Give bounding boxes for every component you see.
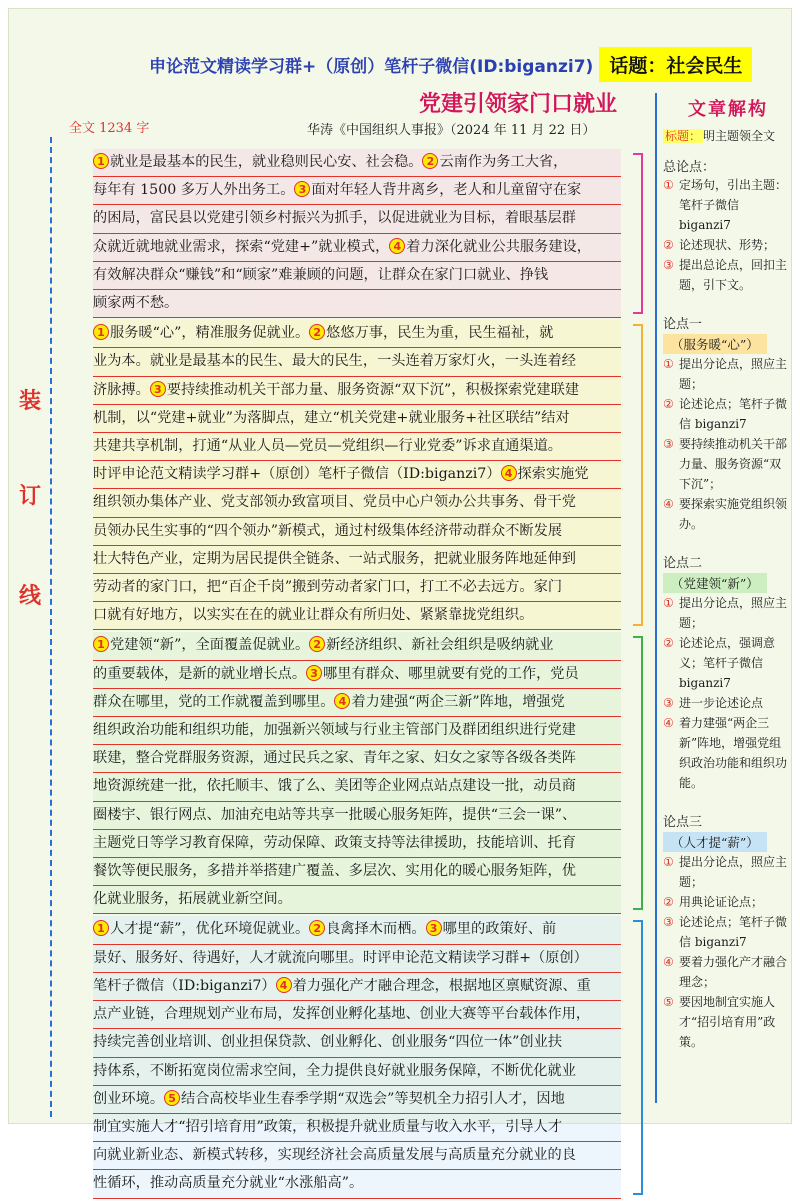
sentence-number-badge: 4 xyxy=(276,977,292,993)
paragraph-line: 圈楼宇、银行网点、加油充电站等共享一批暖心服务矩阵，提供“三会一课”、 xyxy=(93,802,621,830)
sentence-number-badge: 3 xyxy=(306,665,322,681)
sidebar-item-text: 进一步论述论点 xyxy=(679,696,764,710)
paragraph-line: 时评申论范文精读学习群+（原创）笔杆子微信（ID:biganzi7） 4 探索实施党 xyxy=(93,461,621,489)
sidebar-section xyxy=(663,552,793,793)
paragraph-line: 机制，以“党建+就业”为落脚点，建立“机关党建+就业服务+社区联结”结对 xyxy=(93,405,621,433)
sidebar-item-text: 要因地制宜实施人才“招引培育用”政策。 xyxy=(679,995,776,1049)
paragraph-line: 共建共享机制，打通“从业人员—党员—党组织—行业党委”诉求直通渠道。 xyxy=(93,433,621,461)
paragraph-line: 1 人才提“薪”，优化环境促就业。 2 良禽择木而栖。 3 哪里的政策好、前 xyxy=(93,916,621,944)
sidebar-item xyxy=(663,852,793,892)
sentence-number-badge: 2 xyxy=(309,920,325,936)
sidebar-item-text: 要持续推动机关干部力量、服务资源“双下沉”； xyxy=(679,437,788,491)
sidebar-item-number: ② xyxy=(663,238,674,252)
paragraph-line: 业为本。就业是最基本的民生、最大的民生，一头连着万家灯火，一头连着经 xyxy=(93,348,621,376)
section-heading xyxy=(663,313,793,354)
study-group-banner: 申论范文精读学习群+（原创）笔杆子微信(ID:biganzi7) xyxy=(149,56,594,77)
binding-char-2: 订 xyxy=(19,484,42,509)
sidebar-sections xyxy=(663,156,793,1052)
sidebar-item xyxy=(663,494,793,534)
sidebar-title: 文章解构 xyxy=(688,99,768,120)
paragraph-line: 制宜实施人才“招引培育用”政策，积极提升就业质量与收入水平，引导人才 xyxy=(93,1114,621,1142)
paragraph-line: 1 服务暖“心”，精准服务促就业。 2 悠悠万事，民生为重，民生福祉，就 xyxy=(93,320,621,348)
sidebar-item-text: 定场句，引出主题：笔杆子微信 biganzi7 xyxy=(679,178,788,232)
paragraph-line: 组织领办集体产业、党支部领办致富项目、党员中心户领办公共事务、骨干党 xyxy=(93,489,621,517)
paragraph-line: 向就业新业态、新模式转移，实现经济社会高质量发展与高质量充分就业的良 xyxy=(93,1142,621,1170)
section-heading-text: 论点三 xyxy=(663,815,703,830)
article-byline: 华涛《中国组织人事报》（2024 年 11 月 22 日） xyxy=(307,123,596,138)
paragraph-line: 济脉搏。 3 要持续推动机关干部力量、服务资源“双下沉”，积极探索党建联建 xyxy=(93,377,621,405)
paragraph-line: 持体系，不断拓宽岗位需求空间，全力提供良好就业服务保障，不断优化就业 xyxy=(93,1058,621,1086)
word-count: 全文 1234 字 xyxy=(69,121,150,136)
sidebar-item xyxy=(663,354,793,394)
sidebar-item-text: 论述现状、形势； xyxy=(679,238,776,252)
article-body xyxy=(93,149,621,1201)
sentence-number-badge: 3 xyxy=(294,181,310,197)
sidebar-item xyxy=(663,235,793,255)
paragraph-line: 劳动者的家门口，把“百企千岗”搬到劳动者家门口，打工不必去远方。家门 xyxy=(93,574,621,602)
structure-sidebar xyxy=(655,93,793,1103)
paragraph-line: 组织政治功能和组织功能，加强新兴领域与行业主管部门及群团组织进行党建 xyxy=(93,717,621,745)
article-title: 党建引领家门口就业 xyxy=(419,91,618,117)
sidebar-item-number: ⑤ xyxy=(663,995,674,1009)
paragraph-line: 化就业服务，拓展就业新空间。 xyxy=(93,886,621,914)
sidebar-item xyxy=(663,394,793,434)
sentence-number-badge: 5 xyxy=(164,1090,180,1106)
paragraph-bracket xyxy=(633,920,643,1194)
paragraph-line: 众就近就地就业需求，探索“党建+”就业模式， 4 着力深化就业公共服务建设， xyxy=(93,234,621,262)
sidebar-item-text: 提出分论点，照应主题； xyxy=(679,596,788,630)
sidebar-item-text: 提出分论点，照应主题； xyxy=(679,357,788,391)
sidebar-item xyxy=(663,693,793,713)
paragraph-line: 地资源统建一批，依托顺丰、饿了么、美团等企业网点站点建设一批，动员商 xyxy=(93,773,621,801)
sidebar-item-number: ③ xyxy=(663,696,674,710)
paragraph-bracket xyxy=(633,153,643,314)
sidebar-item-number: ② xyxy=(663,636,674,650)
document-page xyxy=(8,8,792,1192)
paragraph-line: 点产业链，合理规划产业布局，发挥创业孵化基地、创业大赛等平台载体作用， xyxy=(93,1001,621,1029)
paragraph-bracket xyxy=(633,324,643,626)
sentence-number-badge: 4 xyxy=(389,238,405,254)
paragraph-line: 的重要载体，是新的就业增长点。 3 哪里有群众、哪里就要有党的工作，党员 xyxy=(93,661,621,689)
article-paragraph xyxy=(93,916,621,1198)
sidebar-item-number: ① xyxy=(663,596,674,610)
paragraph-line: 持续完善创业培训、创业担保贷款、创业孵化、创业服务“四位一体”创业扶 xyxy=(93,1029,621,1057)
sidebar-item xyxy=(663,992,793,1052)
sidebar-section xyxy=(663,156,793,295)
section-pill: （服务暖“心”） xyxy=(663,334,767,354)
sentence-number-badge: 3 xyxy=(150,381,166,397)
sidebar-item-number: ② xyxy=(663,397,674,411)
sidebar-item-number: ② xyxy=(663,895,674,909)
section-heading xyxy=(663,811,793,852)
sidebar-item-number: ① xyxy=(663,178,674,192)
section-heading-text: 论点一 xyxy=(663,317,703,332)
sidebar-item-text: 用典论证论点； xyxy=(679,895,764,909)
paragraph-line: 员领办民生实事的“四个领办”新模式，通过村级集体经济带动群众不断发展 xyxy=(93,518,621,546)
paragraph-line: 的困局，富民县以党建引领乡村振兴为抓手，以促进就业为目标，着眼基层群 xyxy=(93,205,621,233)
sidebar-item-number: ① xyxy=(663,855,674,869)
section-heading xyxy=(663,552,793,593)
sidebar-item xyxy=(663,175,793,235)
section-heading xyxy=(663,156,793,175)
article-paragraph xyxy=(93,320,621,630)
sidebar-subtitle xyxy=(663,127,793,144)
sidebar-item-text: 要探索实施党组织领办。 xyxy=(679,497,788,531)
paragraph-line: 口就有好地方，以实实在在的就业让群众有所归处、紧紧靠拢党组织。 xyxy=(93,602,621,630)
sidebar-item-number: ④ xyxy=(663,716,674,730)
sidebar-item-number: ④ xyxy=(663,955,674,969)
section-heading-text: 论点二 xyxy=(663,556,703,571)
binding-line xyxy=(50,137,52,1117)
sentence-number-badge: 1 xyxy=(93,324,109,340)
sentence-number-badge: 1 xyxy=(93,153,109,169)
sidebar-item-text: 提出分论点，照应主题； xyxy=(679,855,788,889)
sidebar-item xyxy=(663,593,793,633)
article-paragraph xyxy=(93,632,621,914)
sentence-number-badge: 2 xyxy=(309,636,325,652)
sentence-number-badge: 4 xyxy=(334,693,350,709)
subtitle-text: 明主题领全文 xyxy=(703,129,776,143)
sidebar-item xyxy=(663,713,793,793)
sidebar-section xyxy=(663,313,793,534)
sidebar-item-number: ① xyxy=(663,357,674,371)
sidebar-item xyxy=(663,255,793,295)
paragraph-line: 有效解决群众“赚钱”和“顾家”难兼顾的问题，让群众在家门口就业、挣钱 xyxy=(93,262,621,290)
paragraph-line: 1 就业是最基本的民生，就业稳则民心安、社会稳。 2 云南作为务工大省， xyxy=(93,149,621,177)
sidebar-item-text: 要着力强化产才融合理念； xyxy=(679,955,788,989)
sidebar-item-text: 论述论点；笔杆子微信 biganzi7 xyxy=(679,915,788,949)
sentence-number-badge: 3 xyxy=(426,920,442,936)
sidebar-item-text: 着力建强“两企三新”阵地，增强党组织政治功能和组织功能。 xyxy=(679,716,788,790)
paragraph-line: 餐饮等便民服务，多措并举搭建广覆盖、多层次、实用化的暖心服务矩阵，优 xyxy=(93,858,621,886)
section-heading-text: 总论点： xyxy=(663,160,716,175)
paragraph-line: 主题党日等学习教育保障，劳动保障、政策支持等法律援助，技能培训、托育 xyxy=(93,830,621,858)
paragraph-line: 每年有 1500 多万人外出务工。 3 面对年轻人背井离乡，老人和儿童留守在家 xyxy=(93,177,621,205)
section-pill: （人才提“薪”） xyxy=(663,832,767,852)
article-paragraph xyxy=(93,149,621,318)
binding-char-1: 装 xyxy=(19,389,42,414)
sidebar-item xyxy=(663,912,793,952)
sentence-number-badge: 4 xyxy=(501,465,517,481)
page-header xyxy=(149,47,799,81)
sentence-number-badge: 2 xyxy=(309,324,325,340)
paragraph-line: 景好、服务好、待遇好，人才就流向哪里。时评申论范文精读学习群+（原创） xyxy=(93,945,621,973)
paragraph-line: 群众在哪里，党的工作就覆盖到哪里。 4 着力建强“两企三新”阵地，增强党 xyxy=(93,689,621,717)
sentence-number-badge: 1 xyxy=(93,920,109,936)
section-pill: （党建领“新”） xyxy=(663,573,767,593)
sidebar-item-text: 提出总论点，回扣主题，引下文。 xyxy=(679,258,788,292)
sidebar-item-number: ③ xyxy=(663,915,674,929)
sidebar-item-text: 论述论点；笔杆子微信 biganzi7 xyxy=(679,397,788,431)
paragraph-line: 笔杆子微信（ID:biganzi7） 4 着力强化产才融合理念，根据地区禀赋资源、重 xyxy=(93,973,621,1001)
sidebar-item xyxy=(663,952,793,992)
paragraph-line: 联建，整合党群服务资源，通过民兵之家、青年之家、妇女之家等各级各类阵 xyxy=(93,745,621,773)
paragraph-line: 创业环境。 5 结合高校毕业生春季学期“双选会”等契机全力招引人才，因地 xyxy=(93,1086,621,1114)
paragraph-bracket xyxy=(633,636,643,910)
sidebar-item-number: ③ xyxy=(663,258,674,272)
sentence-number-badge: 1 xyxy=(93,636,109,652)
paragraph-line: 1 党建领“新”，全面覆盖促就业。 2 新经济组织、新社会组织是吸纳就业 xyxy=(93,632,621,660)
sidebar-item-text: 论述论点，强调意义；笔杆子微信 biganzi7 xyxy=(679,636,776,690)
paragraph-line: 顾家两不愁。 xyxy=(93,290,621,318)
binding-char-3: 线 xyxy=(19,584,42,609)
sidebar-item xyxy=(663,633,793,693)
sidebar-item-number: ③ xyxy=(663,437,674,451)
paragraph-line: 壮大特色产业，定期为居民提供全链条、一站式服务，把就业服务阵地延伸到 xyxy=(93,546,621,574)
sidebar-section xyxy=(663,811,793,1052)
sidebar-item xyxy=(663,892,793,912)
subtitle-tag: 标题： xyxy=(665,129,702,143)
paragraph-line: 性循环，推动高质量充分就业“水涨船高”。 xyxy=(93,1170,621,1198)
sidebar-item-number: ④ xyxy=(663,497,674,511)
topic-label: 话题：社会民生 xyxy=(599,47,752,82)
sidebar-item xyxy=(663,434,793,494)
sentence-number-badge: 2 xyxy=(422,153,438,169)
